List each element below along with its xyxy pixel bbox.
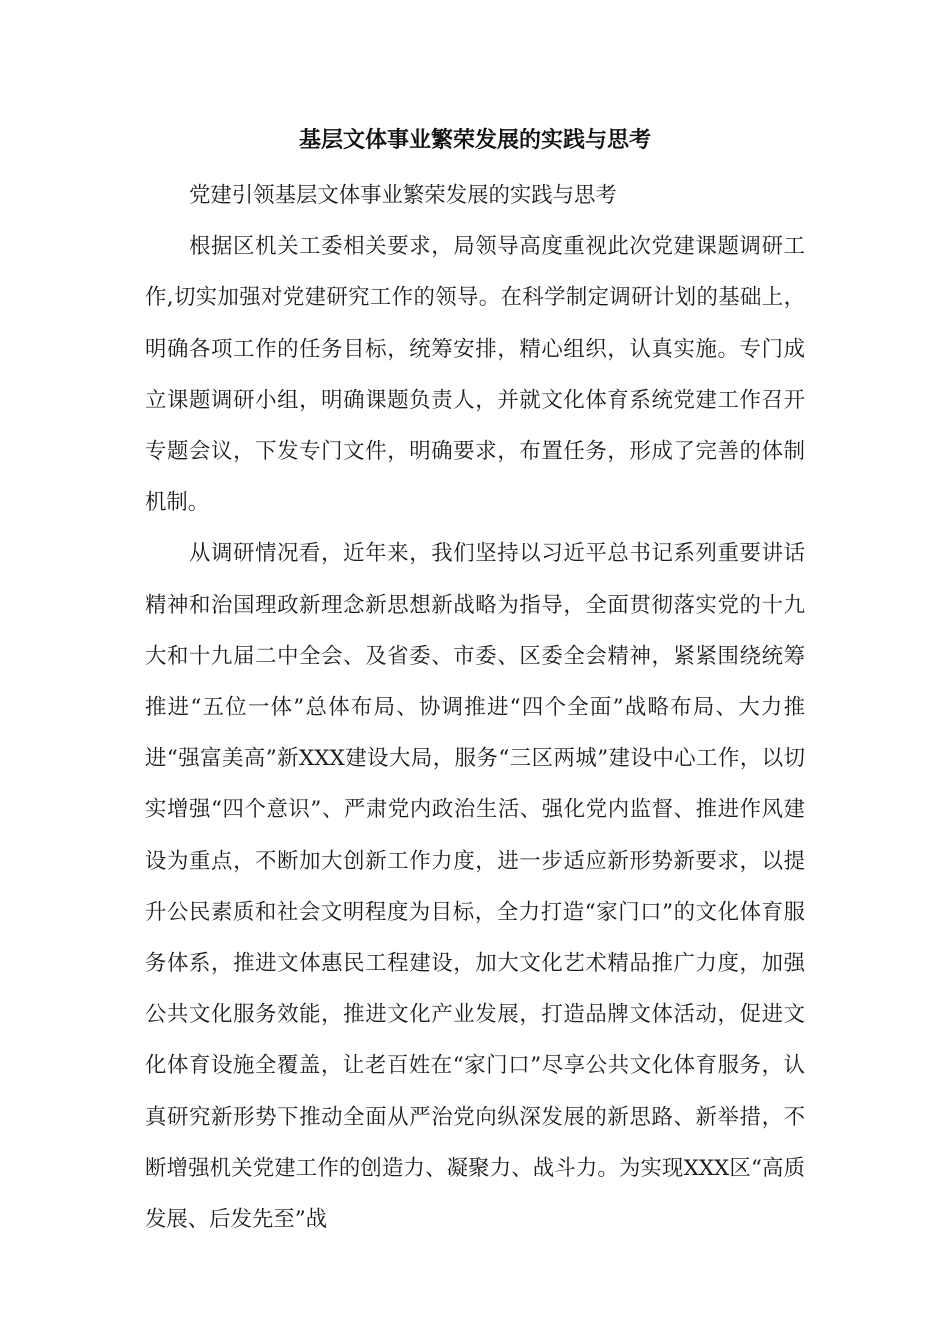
paragraph-research-findings: 从调研情况看，近年来，我们坚持以习近平总书记系列重要讲话精神和治国理政新理念新思想新战略为指导，全面贯彻落实党的十九大和十九届二中全会、及省委、市委、区委全会精神，紧紧围绕统筹推进“五位一体”总体布局、协调推进“四个全面”战略布局、大力推进“强富美高”新XXX建设大局，服务“三区两城”建设中心工作，以切实增强“四个意识”、严肃党内政治生活、强化党内监督、推进作风建设为重点，不断加大创新工作力度，进一步适应新形势新要求，以提升公民素质和社会文明程度为目标，全力打造“家门口”的文化体育服务体系，推进文体惠民工程建设，加大文化艺术精品推广力度，加强公共文化服务效能，推进文化产业发展，打造品牌文体活动，促进文化体育设施全覆盖，让老百姓在“家门口”尽享公共文化体育服务，认真研究新形势下推动全面从严治党向纵深发展的新思路、新举措，不断增强机关党建工作的创造力、凝聚力、战斗力。为实现XXX区“高质发展、后发先至”战 bbox=[145, 541, 805, 1233]
paragraph-research-requirements: 根据区机关工委相关要求，局领导高度重视此次党建课题调研工作,切实加强对党建研究工作的领导。在科学制定调研计划的基础上，明确各项工作的任务目标，统筹安排，精心组织，认真实施。专门成立课题调研小组，明确课题负责人，并就文化体育系统党建工作召开专题会议，下发专门文件，明确要求，布置任务，形成了完善的体制机制。 bbox=[145, 234, 805, 516]
document-title: 基层文体事业繁荣发展的实践与思考 bbox=[298, 127, 651, 153]
document-body bbox=[145, 170, 805, 1245]
paragraph-subtitle: 党建引领基层文体事业繁荣发展的实践与思考 bbox=[189, 183, 617, 208]
